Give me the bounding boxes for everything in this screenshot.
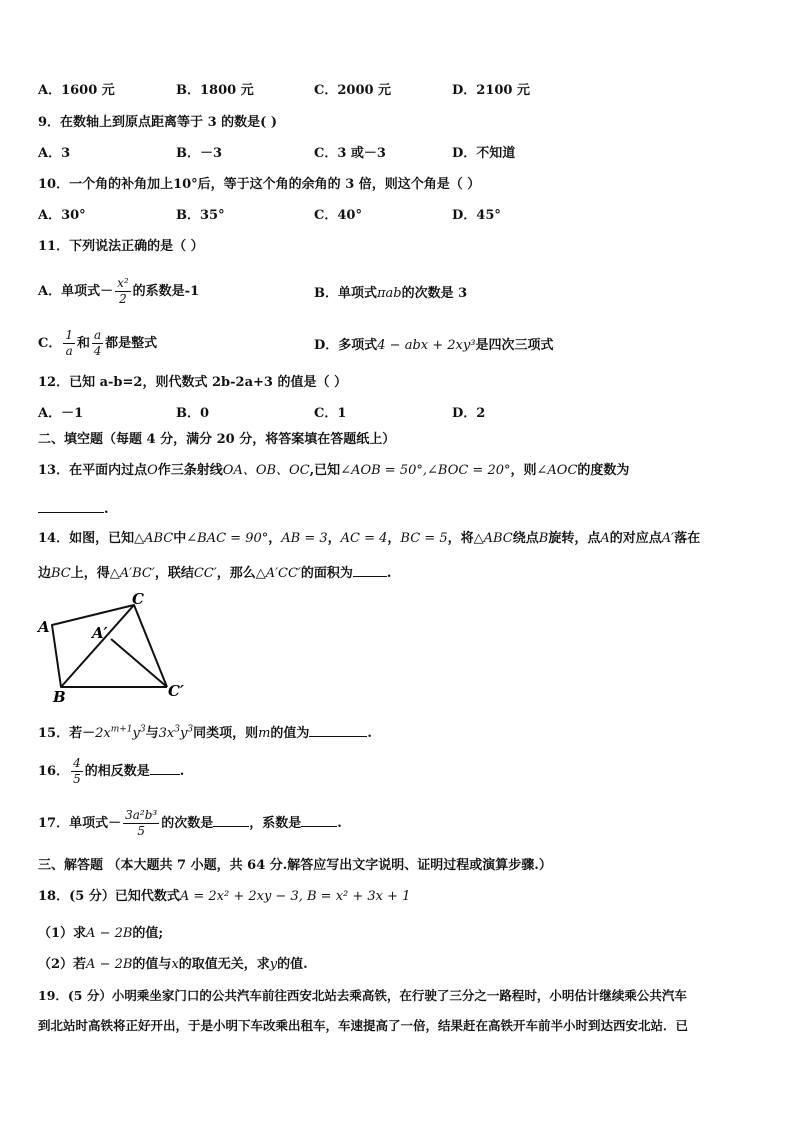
q10-option-d: D．45°: [452, 208, 501, 223]
q15: 15．若$-2x^{m+1}y^3$与$3x^3y^3$同类项，则m的值为 .: [38, 722, 372, 743]
q11-option-c: C． $\frac{1}{a}$ 和 $\frac{a}{4}$ 都是整式: [38, 328, 158, 358]
q8-option-b: B．1800 元: [176, 83, 254, 98]
label-c-prime: C′: [168, 682, 184, 700]
segment-a-prime-c-prime: [111, 639, 167, 687]
q10-option-b: B．35°: [176, 208, 225, 223]
q11-option-b: B．单项式πab的次数是 3: [314, 286, 468, 301]
q12-option-d: D．2: [452, 406, 486, 421]
q12-stem: 12．已知 a-b=2，则代数式 2b-2a+3 的值是（ ）: [38, 375, 347, 390]
q19-line2: 到北站时高铁将正好开出，于是小明下车改乘出租车，车速提高了一倍，结果赶在高铁开车前半小时到达西安北站．已: [38, 1018, 689, 1033]
q17: 17．单项式－ $\frac{\text{3a²b³}}{5}$ 的次数是 ，系数是 .: [38, 808, 342, 838]
q9-option-c: C．3 或－3: [314, 146, 386, 161]
q16: 16． $\frac{4}{5}$ 的相反数是 .: [38, 756, 185, 786]
q13-answer-blank[interactable]: .: [38, 498, 109, 519]
q14-answer-blank[interactable]: [353, 562, 387, 577]
q15-answer-blank[interactable]: [309, 722, 367, 737]
section3-heading: 三、解答题 （本大题共 7 小题，共 64 分.解答应写出文字说明、证明过程或演算步骤.）: [38, 858, 552, 873]
q11-option-d: D．多项式4 − abx + 2xy³是四次三项式: [314, 338, 554, 353]
q10-option-a: A．30°: [38, 208, 86, 223]
label-a-prime: A′: [92, 624, 108, 642]
q8-option-a: A．1600 元: [38, 83, 115, 98]
q12-option-c: C．1: [314, 406, 347, 421]
q19-line1: 19．(5 分）小明乘坐家门口的公共汽车前往西安北站去乘高铁，在行驶了三分之一路程时，小明估计继续乘公共汽车: [38, 988, 687, 1003]
q13-line1: 13．在平面内过点O作三条射线OA、OB、OC,已知∠AOB = 50°,∠BOC = 20°，则∠AOC的度数为: [38, 463, 630, 478]
q11-option-a: A．单项式－ $\frac{\text{x²}}{2}$ 的系数是-1: [38, 276, 200, 306]
section2-heading: 二、填空题（每题 4 分，满分 20 分，将答案填在答题纸上）: [38, 432, 396, 447]
q8-option-c: C．2000 元: [314, 83, 392, 98]
q17-degree-blank[interactable]: [213, 812, 249, 827]
q18-part2: （2）若A − 2B的值与x的取值无关，求y的值.: [38, 957, 308, 972]
q9-stem: 9．在数轴上到原点距离等于 3 的数是( ): [38, 115, 277, 130]
q16-answer-blank[interactable]: [150, 760, 180, 775]
label-b: B: [53, 688, 66, 704]
q8-option-d: D．2100 元: [452, 83, 530, 98]
label-a: A: [38, 618, 50, 636]
q14-line1: 14．如图，已知△ABC中∠BAC = 90°，AB = 3，AC = 4，BC = 5，将△ABC绕点B旋转，点A的对应点A′落在: [38, 531, 701, 546]
segment-cc-prime: [134, 605, 167, 687]
q18-stem: 18．(5 分）已知代数式A = 2x² + 2xy − 3, B = x² + 3x + 1: [38, 889, 411, 904]
q10-option-c: C．40°: [314, 208, 362, 223]
triangle-abc: [52, 605, 134, 687]
q9-option-a: A．3: [38, 146, 71, 161]
q17-coefficient-blank[interactable]: [301, 812, 337, 827]
q18-part1: （1）求A − 2B的值;: [38, 926, 164, 941]
q9-option-d: D．不知道: [452, 146, 516, 161]
q11-stem: 11．下列说法正确的是（ ）: [38, 239, 204, 254]
q10-stem: 10．一个角的补角加上10°后，等于这个角的余角的 3 倍，则这个角是（ ）: [38, 177, 481, 192]
q9-option-b: B．－3: [176, 146, 223, 161]
triangle-rotation-figure: [34, 592, 199, 704]
q12-option-a: A．－1: [38, 406, 84, 421]
label-c: C: [132, 592, 144, 608]
q14-line2: 边BC上，得△A′BC′，联结CC′，那么△A′CC′的面积为 .: [38, 562, 391, 583]
q12-option-b: B．0: [176, 406, 210, 421]
